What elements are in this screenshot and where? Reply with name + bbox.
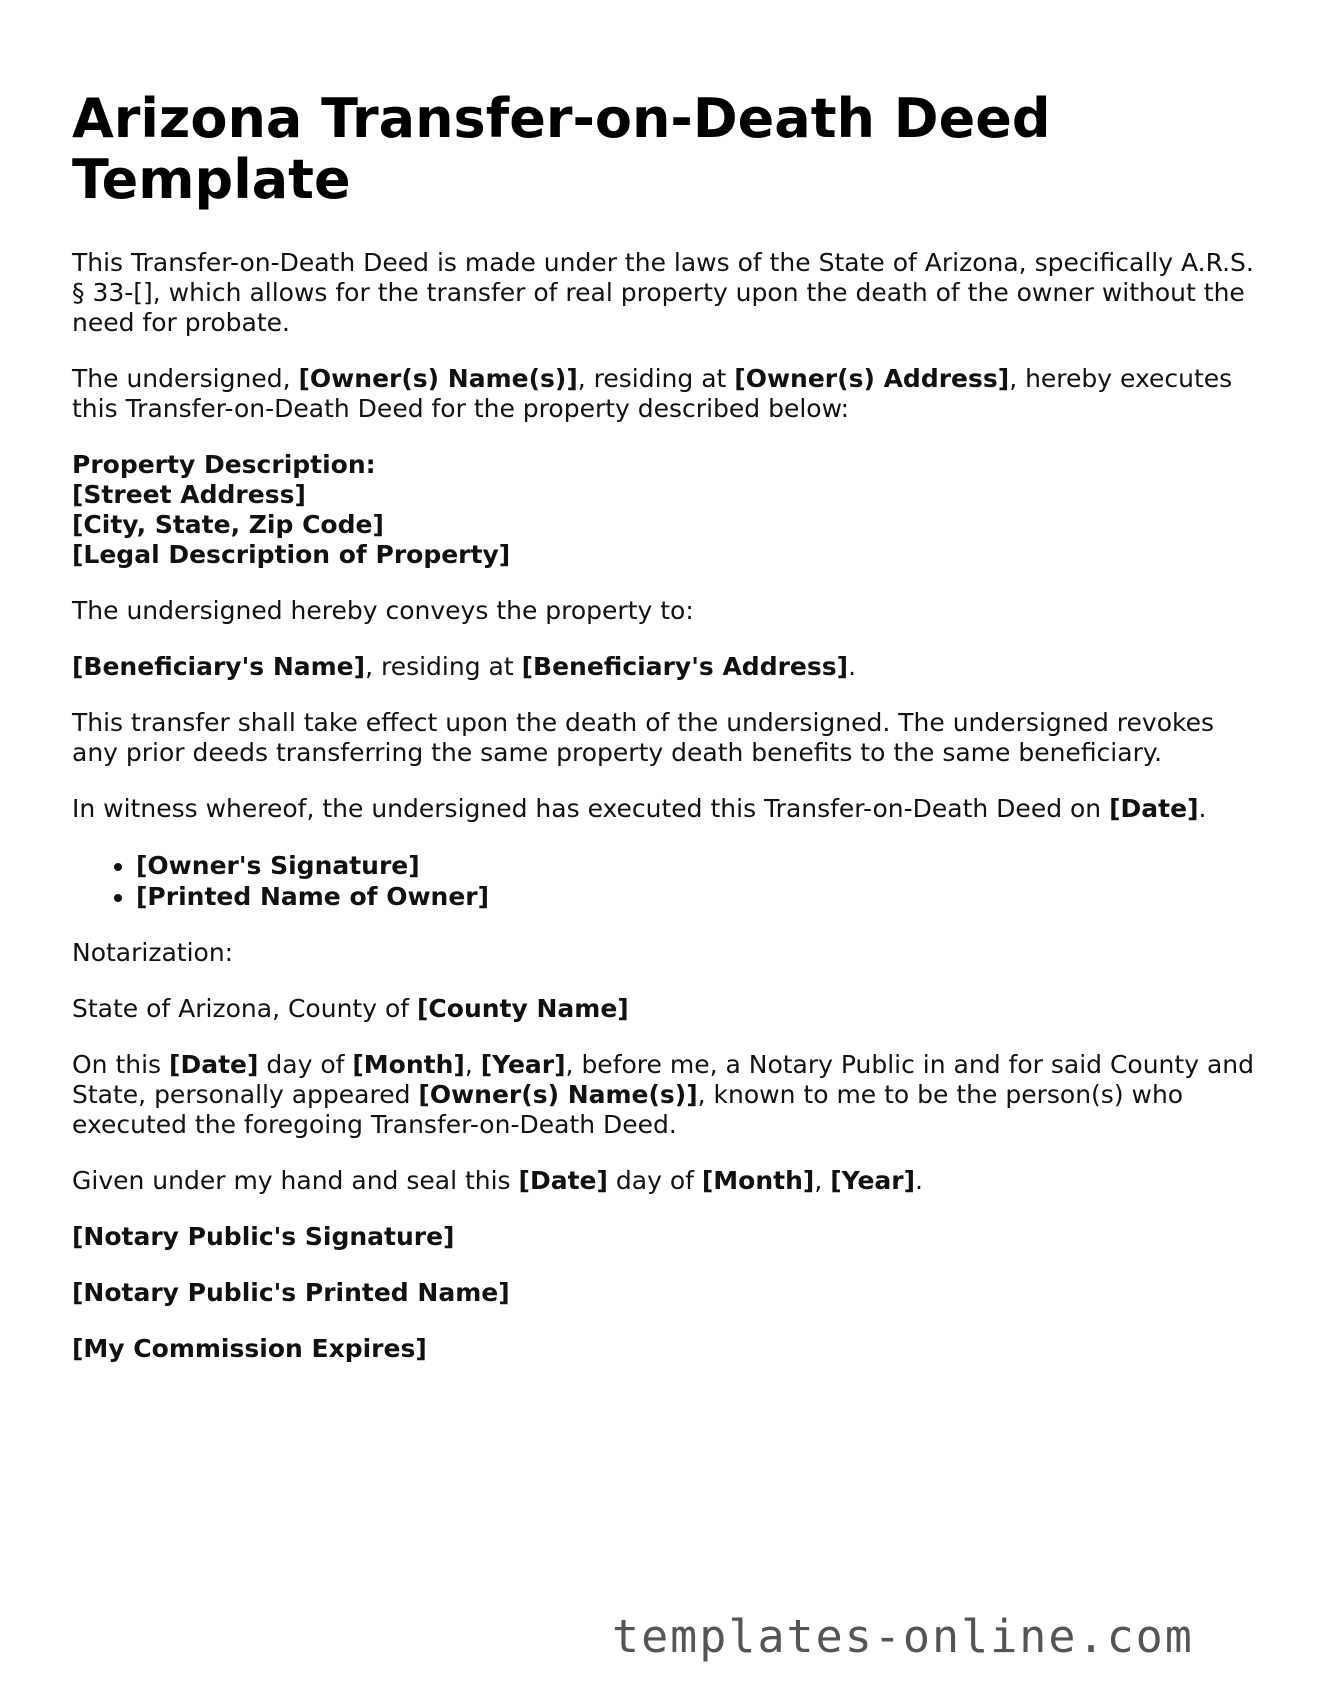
street-address-placeholder: [Street Address]	[72, 480, 306, 509]
undersigned-text-2: , residing at	[577, 364, 735, 393]
undersigned-paragraph	[72, 364, 1262, 424]
document-title: Arizona Transfer-on-Death Deed Template	[72, 87, 1051, 211]
given-month-placeholder: [Month]	[701, 1166, 815, 1195]
given-year-placeholder: [Year]	[830, 1166, 916, 1195]
appearance-month-placeholder: [Month]	[352, 1050, 465, 1079]
property-description	[72, 450, 1262, 570]
appearance-year-placeholder: [Year]	[480, 1050, 566, 1079]
county-paragraph	[72, 994, 1262, 1024]
appearance-paragraph	[72, 1050, 1262, 1140]
appearance-text-2: day of	[258, 1050, 353, 1079]
witness-date-placeholder: [Date]	[1109, 794, 1199, 823]
appearance-date-placeholder: [Date]	[169, 1050, 259, 1079]
signature-list	[72, 850, 1262, 912]
intro-paragraph: This Transfer-on-Death Deed is made under the laws of the State of Arizona, specifically A.R.S. § 33-[], which allows for the transfer of real property upon the death of the owner without the need for probate.	[72, 248, 1254, 337]
appearance-text-3: ,	[464, 1050, 481, 1079]
given-text-4: .	[915, 1166, 923, 1195]
property-heading: Property Description:	[72, 450, 376, 479]
beneficiary-text-1: , residing at	[365, 652, 522, 681]
beneficiary-text-2: .	[848, 652, 857, 681]
given-text-1: Given under my hand and seal this	[72, 1166, 519, 1195]
owner-signature-placeholder: • [Owner's Signature]	[136, 850, 1262, 881]
document-page	[72, 88, 1262, 1390]
city-state-zip-placeholder: [City, State, Zip Code]	[72, 510, 384, 539]
conveys-paragraph: The undersigned hereby conveys the property to:	[72, 596, 694, 625]
given-date-placeholder: [Date]	[518, 1166, 608, 1195]
given-text-3: ,	[814, 1166, 831, 1195]
beneficiary-paragraph	[72, 652, 1262, 682]
beneficiary-address-placeholder: [Beneficiary's Address]	[521, 652, 849, 681]
printed-owner-name-placeholder: • [Printed Name of Owner]	[136, 881, 1262, 912]
given-paragraph	[72, 1166, 1262, 1196]
notarization-label: Notarization:	[72, 938, 234, 967]
given-text-2: day of	[607, 1166, 702, 1195]
appearance-text-5: , known to me to be the person(s) who executed the foregoing Transfer-on-Death Deed.	[72, 1080, 1184, 1139]
owner-address-placeholder: [Owner(s) Address]	[734, 364, 1010, 393]
witness-text: In witness whereof, the undersigned has executed this Transfer-on-Death Deed on	[72, 794, 1110, 823]
legal-description-placeholder: [Legal Description of Property]	[72, 540, 511, 569]
owner-name-placeholder: [Owner(s) Name(s)]	[298, 364, 578, 393]
notary-printed-name-placeholder: [Notary Public's Printed Name]	[72, 1278, 510, 1307]
county-name-placeholder: [County Name]	[417, 994, 629, 1023]
watermark: templates-online.com	[612, 1610, 1194, 1663]
undersigned-text-3: , hereby executes this Transfer-on-Death Deed for the property described below:	[72, 364, 1233, 423]
witness-end: .	[1198, 794, 1207, 823]
undersigned-text-1: The undersigned,	[72, 364, 299, 393]
beneficiary-name-placeholder: [Beneficiary's Name]	[72, 652, 366, 681]
appearance-text-1: On this	[72, 1050, 170, 1079]
county-text: State of Arizona, County of	[72, 994, 417, 1023]
commission-expires-placeholder: [My Commission Expires]	[72, 1334, 427, 1363]
appearance-text-4: , before me, a Notary Public in and for said County and State, personally appeared	[72, 1050, 1254, 1109]
witness-paragraph	[72, 794, 1262, 824]
notary-signature-placeholder: [Notary Public's Signature]	[72, 1222, 455, 1251]
appearance-owner-name-placeholder: [Owner(s) Name(s)]	[418, 1080, 698, 1109]
effect-paragraph: This transfer shall take effect upon the death of the undersigned. The undersigned revokes any prior deeds transferring the same property death benefits to the same beneficiary.	[72, 708, 1214, 767]
